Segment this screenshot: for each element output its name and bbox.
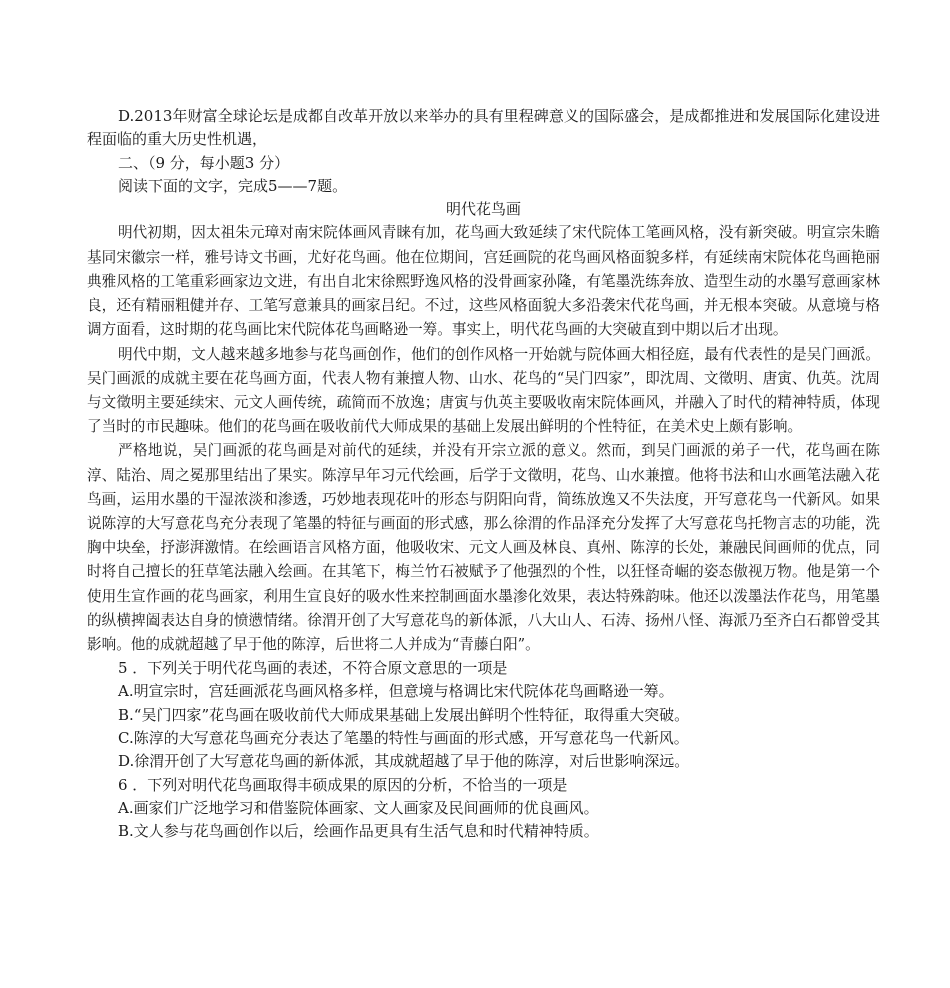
question-6-stem: 6 ．下列对明代花鸟画取得丰硕成果的原因的分析，不恰当的一项是 (118, 775, 568, 794)
question-5-stem: 5 ．下列关于明代花鸟画的表述，不符合原文意思的一项是 (118, 659, 508, 678)
question-5-option-b: B.“吴门四家”花鸟画在吸收前代大师成果基础上发展出鲜明个性特征，取得重大突破。 (118, 705, 690, 724)
article-paragraph-1: 明代初期，因太祖朱元璋对南宋院体画风青睐有加，花鸟画大致延续了宋代院体工笔画风格，没有新突破。明宣宗朱瞻基同宋徽宗一样，雅号诗文书画，尤好花鸟画。他在位期间，宫廷画院的花鸟画风格面貌多样，有延续南宋院体花鸟画艳丽典雅风格的工笔重彩画家边文进，有出自北宋徐熙野逸风格的没骨画家孙隆，有笔墨洗练奔放、造型生动的水墨写意画家林良，还有精丽粗健并存、工笔写意兼具的画家吕纪。不过，这些风格面貌大多沿袭宋代花鸟画，并无根本突破。从意境与格调方面看，这时期的花鸟画比宋代院体花鸟画略逊一筹。事实上，明代花鸟画的大突破直到中期以后才出现。 (87, 224, 880, 339)
article-title: 明代花鸟画 (445, 200, 521, 219)
question-5-option-a: A.明宣宗时，宫廷画派花鸟画风格多样，但意境与格调比宋代院体花鸟画略逊一筹。 (118, 682, 674, 701)
article-paragraph-3: 严格地说，吴门画派的花鸟画是对前代的延续，并没有开宗立派的意义。然而，到吴门画派的弟子一代，花鸟画在陈淳、陆治、周之冕那里结出了果实。陈淳早年习元代绘画，后学于文徵明，花鸟、山水兼擅。他将书法和山水画笔法融入花鸟画，运用水墨的干湿浓淡和渗透，巧妙地表现花叶的形态与阴阳向背，简练放逸又不失法度，开写意花鸟一代新风。如果说陈淳的大写意花鸟充分表现了笔墨的特征与画面的形式感，那么徐渭的作品泽充分发挥了大写意花鸟托物言志的功能，洗胸中块垒，抒澎湃激情。在绘画语言风格方面，他吸收宋、元文人画及林良、真州、陈淳的长处，兼融民间画师的优点，同时将自己擅长的狂草笔法融入绘画。在其笔下，梅兰竹石被赋予了他强烈的个性，以狂怪奇崛的姿态傲视万物。他是第一个使用生宣作画的花鸟画家，利用生宣良好的吸水性来控制画面水墨渗化效果，表达特殊韵味。他还以泼墨法作花鸟，用笔墨的纵横捭阖表达自身的愤懑情绪。徐渭开创了大写意花鸟的新体派，八大山人、石涛、扬州八怪、海派乃至齐白石都曾受其影响。他的成就超越了早于他的陈淳，后世将二人并成为“青藤白阳”。 (87, 442, 880, 653)
question-5-option-d: D.徐渭开创了大写意花鸟画的新体派，其成就超越了早于他的陈淳，对后世影响深远。 (118, 752, 690, 771)
question-6-option-b: B.文人参与花鸟画创作以后，绘画作品更具有生活气息和时代精神特质。 (118, 822, 599, 841)
article-paragraph-2: 明代中期，文人越来越多地参与花鸟画创作，他们的创作风格一开始就与院体画大相径庭，最有代表性的是吴门画派。吴门画派的成就主要在花鸟画方面，代表人物有兼擅人物、山水、花鸟的“吴门四家”，即沈周、文徵明、唐寅、仇英。沈周与文徵明主要延续宋、元文人画传统，疏简而不放逸；唐寅与仇英主要吸收南宋院体画风，并融入了时代的精神特质，体现了当时的市民趣味。他们的花鸟画在吸收前代大师成果的基础上发展出鲜明的个性特征，在美术史上颇有影响。 (87, 345, 880, 436)
option-d-previous-question: D.2013年财富全球论坛是成都自改革开放以来举办的具有里程碑意义的国际盛会，是成都推进和发展国际化建设进程面临的重大历史性机遇， (87, 107, 880, 149)
reading-instruction: 阅读下面的文字，完成5——7题。 (118, 176, 348, 195)
question-5-option-c: C.陈淳的大写意花鸟画充分表达了笔墨的特性与画面的形式感，开写意花鸟一代新风。 (118, 729, 689, 748)
section-header: 二、（9 分，每小题3 分） (118, 153, 290, 172)
document-page (87, 105, 880, 844)
question-6-option-a: A.画家们广泛地学习和借鉴院体画家、文人画家及民间画师的优良画风。 (118, 798, 599, 817)
